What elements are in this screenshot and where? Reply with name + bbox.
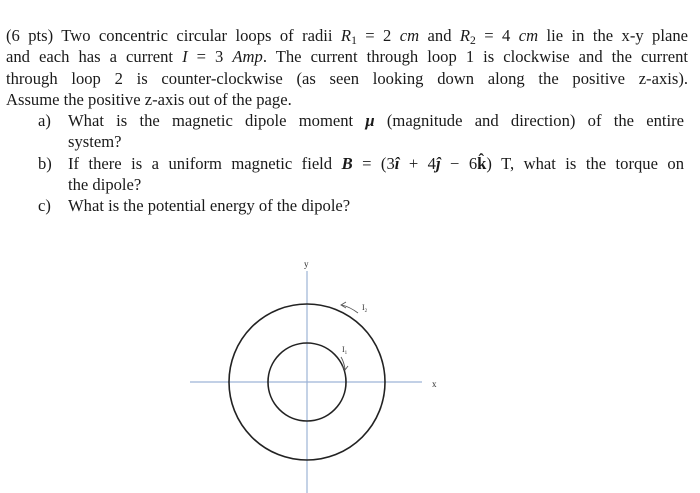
x-axis-label: x (432, 379, 437, 389)
r2-sub: 2 (470, 33, 476, 47)
intro-line-4: Assume the positive z-axis out of the page. (6, 89, 292, 109)
b-field-symbol: B (341, 153, 353, 173)
intro-text: lie in the x-y plane (538, 26, 688, 45)
question-part-c (6, 195, 688, 216)
part-text: = (3 (352, 153, 395, 173)
concentric-loops-figure (190, 256, 450, 493)
k-hat: k̂ (477, 153, 487, 173)
loops-diagram (190, 256, 450, 493)
loop-2-current-label: $I_2$ (362, 303, 368, 314)
r1-eq: = 2 (356, 26, 400, 45)
part-c-line-1: What is the potential energy of the dipole? (68, 196, 351, 216)
intro-text: Two concentric circular loops of radii (53, 26, 341, 45)
intro-text: and each has a current (6, 47, 183, 67)
r1-unit: cm (399, 26, 420, 45)
problem-intro (6, 25, 688, 110)
intro-line-2 (6, 46, 688, 67)
part-a-line-2: system? (68, 132, 122, 152)
r2-unit: cm (518, 26, 539, 45)
problem-statement (6, 25, 688, 217)
part-b-line-1 (68, 153, 684, 174)
current-eq: = 3 (187, 47, 233, 67)
part-label: c) (38, 196, 51, 216)
part-b-line-2: the dipole? (68, 175, 142, 195)
part-text: What is the magnetic dipole moment (68, 111, 366, 131)
part-label: b) (38, 153, 52, 173)
and-text: and (419, 26, 460, 45)
part-text: (magnitude and direction) of the entire (374, 111, 684, 131)
question-parts (6, 110, 688, 216)
points: (6 pts) (6, 26, 54, 45)
question-part-b (6, 153, 688, 196)
current-unit: Amp (232, 47, 263, 67)
j-hat: ĵ (435, 153, 441, 173)
part-text: ) T, what is the torque on (486, 153, 685, 173)
i-hat: î (394, 153, 400, 173)
question-part-a (6, 110, 688, 153)
part-a-line-1 (68, 110, 684, 131)
intro-line-3: through loop 2 is counter-clockwise (as seen looking down along the positive z-axis). (6, 68, 688, 88)
r1-symbol: R (340, 26, 352, 45)
part-text: If there is a uniform magnetic field (68, 153, 342, 173)
current-symbol: I (182, 47, 188, 67)
intro-text: . The current through loop 1 is clockwise and the current (262, 47, 688, 67)
loop-1-current-label: $I_1$ (342, 345, 348, 356)
mu-symbol: μ (365, 111, 375, 131)
loop-2-current-arrow (342, 305, 358, 313)
part-label: a) (38, 111, 51, 131)
r2-symbol: R (459, 26, 471, 45)
y-axis-label: y (304, 259, 309, 269)
r2-eq: = 4 (475, 26, 519, 45)
intro-line-1 (6, 25, 688, 46)
part-text: + 4 (399, 153, 436, 173)
r1-sub: 1 (351, 33, 357, 47)
part-text: − 6 (440, 153, 478, 173)
